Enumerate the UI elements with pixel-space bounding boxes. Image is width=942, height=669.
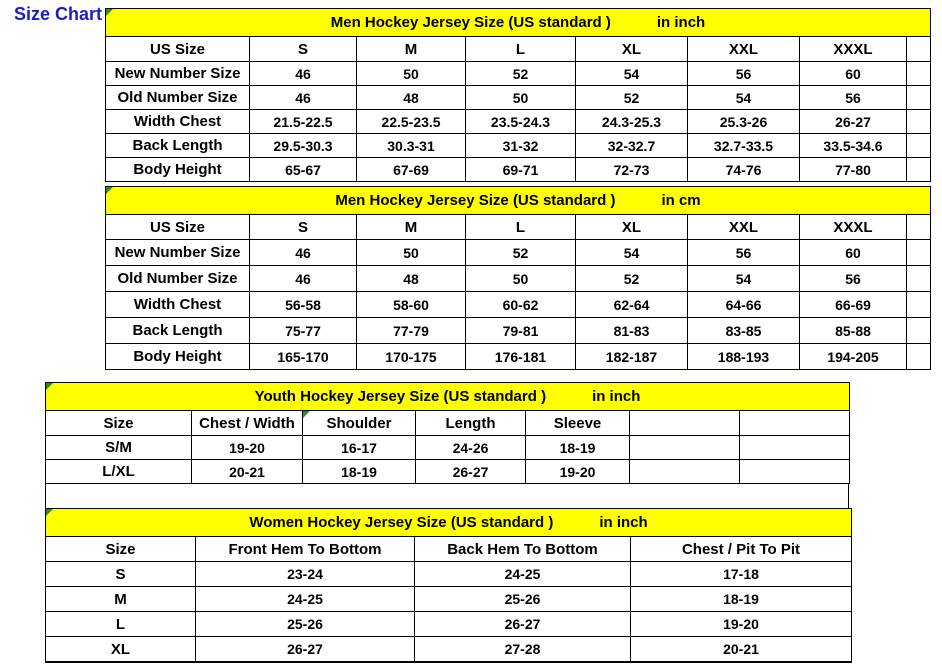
table-cell: 65-67 <box>250 158 357 182</box>
empty-cell <box>907 240 931 266</box>
column-header: M <box>357 37 466 62</box>
men-inch-size-table <box>105 8 931 182</box>
table-cell: 176-181 <box>466 344 576 370</box>
table-cell: 26-27 <box>415 612 631 637</box>
table-cell: 48 <box>357 86 466 110</box>
table-cell: 21.5-22.5 <box>250 110 357 134</box>
empty-cell <box>907 266 931 292</box>
column-header: L <box>466 215 576 240</box>
row-label: S/M <box>46 436 192 460</box>
table-cell: 52 <box>466 62 576 86</box>
column-header: XL <box>576 37 688 62</box>
table-cell: 33.5-34.6 <box>800 134 907 158</box>
table-cell: 30.3-31 <box>357 134 466 158</box>
column-header: Shoulder <box>303 411 416 436</box>
table-cell: 18-19 <box>526 436 630 460</box>
table-cell: 50 <box>357 240 466 266</box>
table-cell: 24.3-25.3 <box>576 110 688 134</box>
table-cell: 54 <box>688 86 800 110</box>
table-cell: 69-71 <box>466 158 576 182</box>
table-title-text: Men Hockey Jersey Size (US standard ) <box>330 14 611 31</box>
table-cell: 29.5-30.3 <box>250 134 357 158</box>
table-cell: 75-77 <box>250 318 357 344</box>
table-cell: 81-83 <box>576 318 688 344</box>
column-header: S <box>250 215 357 240</box>
empty-cell <box>630 436 740 460</box>
table-cell: 32.7-33.5 <box>688 134 800 158</box>
table-cell: 56-58 <box>250 292 357 318</box>
table-cell: 26-27 <box>416 460 526 484</box>
table-cell: 72-73 <box>576 158 688 182</box>
column-header: Chest / Width <box>192 411 303 436</box>
table-cell: 46 <box>250 86 357 110</box>
empty-cell <box>907 344 931 370</box>
table-row <box>106 158 931 182</box>
table-cell: 60 <box>800 62 907 86</box>
men-inch-table-title <box>106 9 931 37</box>
row-label: L/XL <box>46 460 192 484</box>
comment-marker-icon <box>46 383 53 390</box>
table-cell: 165-170 <box>250 344 357 370</box>
table-cell: 17-18 <box>631 562 852 587</box>
table-cell: 74-76 <box>688 158 800 182</box>
table-row <box>46 562 852 587</box>
table-cell: 188-193 <box>688 344 800 370</box>
table-cell: 54 <box>576 240 688 266</box>
table-cell: 79-81 <box>466 318 576 344</box>
column-header: S <box>250 37 357 62</box>
table-cell: 27-28 <box>415 637 631 663</box>
youth-table-title <box>46 383 850 411</box>
empty-column-header <box>740 411 850 436</box>
table-title-text: Men Hockey Jersey Size (US standard ) <box>335 192 616 209</box>
table-cell: 54 <box>576 62 688 86</box>
column-header: US Size <box>106 37 250 62</box>
table-cell: 20-21 <box>192 460 303 484</box>
table-cell: 32-32.7 <box>576 134 688 158</box>
column-header: Sleeve <box>526 411 630 436</box>
empty-column-header <box>907 215 931 240</box>
table-cell: 23.5-24.3 <box>466 110 576 134</box>
table-cell: 52 <box>576 266 688 292</box>
table-cell: 62-64 <box>576 292 688 318</box>
table-cell: 18-19 <box>303 460 416 484</box>
table-row <box>106 318 931 344</box>
table-cell: 64-66 <box>688 292 800 318</box>
table-cell: 48 <box>357 266 466 292</box>
table-unit-text: in inch <box>656 14 706 31</box>
women-size-table <box>45 508 852 663</box>
table-row <box>106 86 931 110</box>
table-cell: 58-60 <box>357 292 466 318</box>
row-label: Back Length <box>106 134 250 158</box>
table-cell: 26-27 <box>800 110 907 134</box>
table-cell: 24-26 <box>416 436 526 460</box>
table-cell: 56 <box>800 266 907 292</box>
empty-cell <box>630 460 740 484</box>
row-label: New Number Size <box>106 62 250 86</box>
empty-cell <box>907 110 931 134</box>
table-row <box>46 436 850 460</box>
column-header: Front Hem To Bottom <box>196 537 415 562</box>
comment-marker-icon <box>46 509 53 516</box>
table-cell: 77-80 <box>800 158 907 182</box>
row-label: L <box>46 612 196 637</box>
table-row <box>46 612 852 637</box>
table-cell: 24-25 <box>415 562 631 587</box>
column-header: Length <box>416 411 526 436</box>
table-cell: 83-85 <box>688 318 800 344</box>
empty-cell <box>907 292 931 318</box>
column-header: Size <box>46 411 192 436</box>
table-cell: 66-69 <box>800 292 907 318</box>
table-cell: 16-17 <box>303 436 416 460</box>
table-unit-text: in cm <box>661 192 701 209</box>
table-cell: 19-20 <box>631 612 852 637</box>
table-cell: 85-88 <box>800 318 907 344</box>
table-cell: 56 <box>688 240 800 266</box>
column-header: M <box>357 215 466 240</box>
empty-cell <box>907 86 931 110</box>
table-row <box>106 344 931 370</box>
table-cell: 19-20 <box>192 436 303 460</box>
men-cm-size-table <box>105 186 931 370</box>
table-row <box>106 266 931 292</box>
table-unit-text: in inch <box>599 514 648 531</box>
table-unit-text: in inch <box>592 388 641 405</box>
table-cell: 31-32 <box>466 134 576 158</box>
empty-cell <box>740 460 850 484</box>
column-header: Back Hem To Bottom <box>415 537 631 562</box>
table-cell: 23-24 <box>196 562 415 587</box>
table-cell: 46 <box>250 62 357 86</box>
table-cell: 26-27 <box>196 637 415 663</box>
table-cell: 170-175 <box>357 344 466 370</box>
table-cell: 22.5-23.5 <box>357 110 466 134</box>
row-label: S <box>46 562 196 587</box>
table-cell: 20-21 <box>631 637 852 663</box>
table-cell: 182-187 <box>576 344 688 370</box>
table-row <box>46 587 852 612</box>
table-cell: 46 <box>250 240 357 266</box>
table-cell: 50 <box>357 62 466 86</box>
comment-marker-icon <box>106 187 113 194</box>
row-label: Body Height <box>106 344 250 370</box>
row-label: XL <box>46 637 196 663</box>
column-header: US Size <box>106 215 250 240</box>
row-label: Width Chest <box>106 110 250 134</box>
table-row <box>106 62 931 86</box>
table-cell: 67-69 <box>357 158 466 182</box>
table-cell: 25.3-26 <box>688 110 800 134</box>
column-header: Chest / Pit To Pit <box>631 537 852 562</box>
table-row <box>46 460 850 484</box>
column-header: XL <box>576 215 688 240</box>
youth-size-table <box>45 382 850 484</box>
table-cell: 24-25 <box>196 587 415 612</box>
table-cell: 56 <box>800 86 907 110</box>
table-cell: 77-79 <box>357 318 466 344</box>
column-header: XXXL <box>800 37 907 62</box>
row-label: Body Height <box>106 158 250 182</box>
women-table-title <box>46 509 852 537</box>
column-header: XXL <box>688 215 800 240</box>
table-cell: 52 <box>466 240 576 266</box>
empty-cell <box>907 318 931 344</box>
men-cm-table-title <box>106 187 931 215</box>
table-cell: 25-26 <box>196 612 415 637</box>
table-cell: 50 <box>466 86 576 110</box>
table-cell: 194-205 <box>800 344 907 370</box>
table-cell: 18-19 <box>631 587 852 612</box>
table-title-text: Women Hockey Jersey Size (US standard ) <box>249 514 554 531</box>
table-cell: 60 <box>800 240 907 266</box>
comment-marker-icon <box>106 9 113 16</box>
table-cell: 56 <box>688 62 800 86</box>
column-header: XXL <box>688 37 800 62</box>
row-label: M <box>46 587 196 612</box>
empty-column-header <box>630 411 740 436</box>
table-row <box>106 134 931 158</box>
empty-column-header <box>907 37 931 62</box>
table-cell: 25-26 <box>415 587 631 612</box>
table-cell: 52 <box>576 86 688 110</box>
row-label: Old Number Size <box>106 266 250 292</box>
table-cell: 54 <box>688 266 800 292</box>
table-row <box>106 110 931 134</box>
table-cell: 19-20 <box>526 460 630 484</box>
table-cell: 50 <box>466 266 576 292</box>
empty-cell <box>907 62 931 86</box>
page-title: Size Chart <box>14 4 103 24</box>
empty-grid-row <box>45 484 849 508</box>
comment-marker-icon <box>303 411 310 418</box>
table-row <box>106 292 931 318</box>
column-header: L <box>466 37 576 62</box>
row-label: Old Number Size <box>106 86 250 110</box>
column-header: XXXL <box>800 215 907 240</box>
row-label: New Number Size <box>106 240 250 266</box>
table-row <box>46 637 852 663</box>
empty-cell <box>907 134 931 158</box>
column-header: Size <box>46 537 196 562</box>
table-cell: 60-62 <box>466 292 576 318</box>
empty-cell <box>907 158 931 182</box>
table-cell: 46 <box>250 266 357 292</box>
row-label: Back Length <box>106 318 250 344</box>
empty-cell <box>740 436 850 460</box>
row-label: Width Chest <box>106 292 250 318</box>
table-row <box>106 240 931 266</box>
table-title-text: Youth Hockey Jersey Size (US standard ) <box>254 388 547 405</box>
